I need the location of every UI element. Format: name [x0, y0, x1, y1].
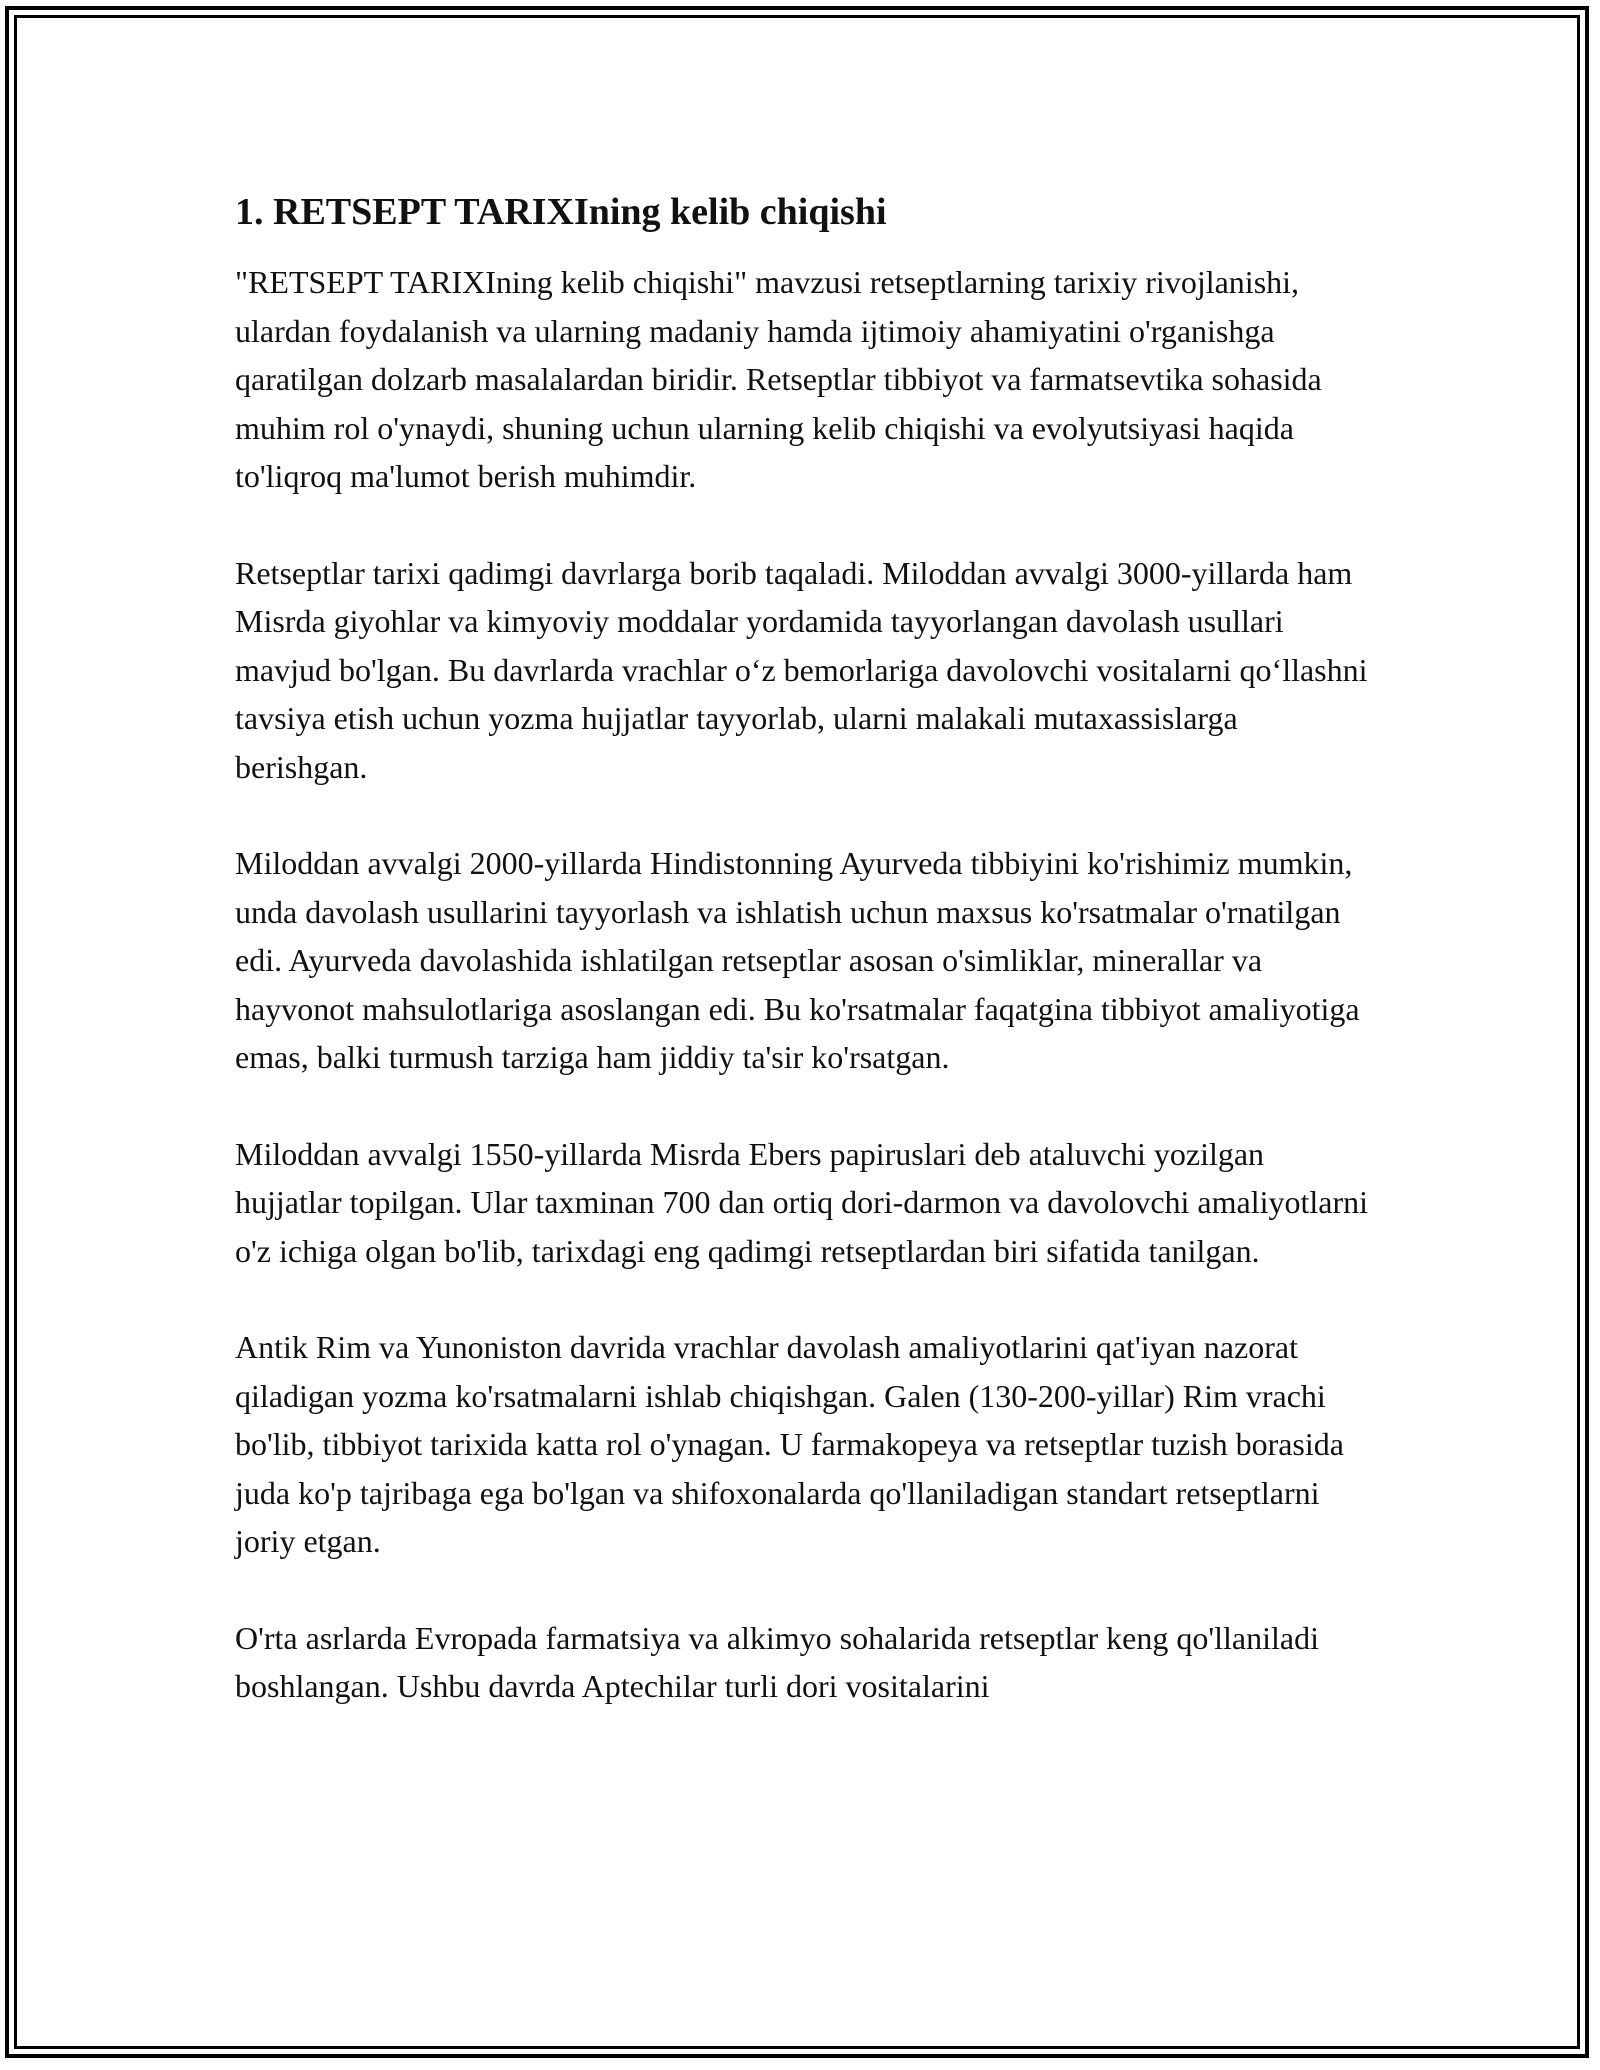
- paragraph-ancient-egypt: Retseptlar tarixi qadimgi davrlarga borib taqaladi. Miloddan avvalgi 3000-yillarda ham Misrda giyohlar va kimyoviy moddalar yordamida tayyorlangan davolash usullari mavjud bo'lgan. Bu davrlarda vrachlar o‘z bemorlariga davolovchi vositalarni qo‘llashni tavsiya etish uchun yozma hujjatlar tayyorlab, ularni malakali mutaxassislarga berishgan.: [235, 554, 1368, 785]
- paragraph-rome-greece: Antik Rim va Yunoniston davrida vrachlar davolash amaliyotlarini qat'iyan nazorat qiladigan yozma ko'rsatmalarni ishlab chiqishgan. Galen (130-200-yillar) Rim vrachi bo'lib, tibbiyot tarixida katta rol o'ynagan. U farmakopeya va retseptlar tuzish borasida juda ko'p tajribaga ega bo'lgan va shifoxonalarda qo'llaniladigan standart retseptlarni joriy etgan.: [235, 1329, 1344, 1559]
- paragraph-ebers-papyrus: Miloddan avvalgi 1550-yillarda Misrda Ebers papiruslari deb ataluvchi yozilgan hujjatlar topilgan. Ular taxminan 700 dan ortiq dori-darmon va davolovchi amaliyotlarni o'z ichiga olgan bo'lib, tarixdagi eng qadimgi retseptlardan biri sifatida tanilgan.: [235, 1135, 1369, 1269]
- section-heading: 1. RETSEPT TARIXIning kelib chiqishi: [235, 191, 887, 233]
- document-body: [235, 186, 1375, 1759]
- paragraph-ayurveda: Miloddan avvalgi 2000-yillarda Hindistonning Ayurveda tibbiyini ko'rishimiz mumkin, unda davolash usullarini tayyorlash va ishlatish uchun maxsus ko'rsatmalar o'rnatilgan edi. Ayurveda davolashida ishlatilgan retseptlar asosan o'simliklar, minerallar va hayvonot mahsulotlariga asoslangan edi. Bu ko'rsatmalar faqatgina tibbiyot amaliyotiga emas, balki turmush tarziga ham jiddiy ta'sir ko'rsatgan.: [235, 845, 1360, 1075]
- paragraph-intro: "RETSEPT TARIXIning kelib chiqishi" mavzusi retseptlarning tarixiy rivojlanishi, ulardan foydalanish va ularning madaniy hamda ijtimoiy ahamiyatini o'rganishga qaratilgan dolzarb masalalardan biridir. Retseptlar tibbiyot va farmatsevtika sohasida muhim rol o'ynaydi, shuning uchun ularning kelib chiqishi va evolyutsiyasi haqida to'liqroq ma'lumot berish muhimdir.: [235, 264, 1322, 494]
- paragraph-middle-ages: O'rta asrlarda Evropada farmatsiya va alkimyo sohalarida retseptlar keng qo'llaniladi boshlangan. Ushbu davrda Aptechilar turli dori vositalarini: [235, 1619, 1319, 1704]
